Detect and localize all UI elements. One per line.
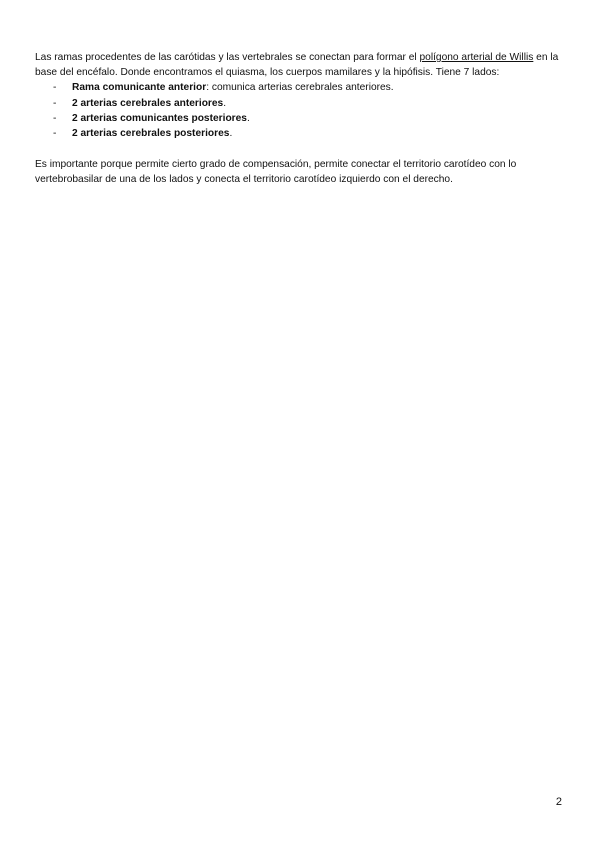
list-item: [35, 80, 565, 95]
list-bullet: -: [53, 82, 57, 94]
list-item-rest: .: [246, 112, 250, 124]
list-item-term: 2 arterias comunicantes posteriores: [72, 112, 247, 124]
list-item: [35, 96, 565, 111]
sides-list: [35, 80, 565, 141]
list-item: [35, 111, 565, 126]
willis-term: polígono arterial de Willis: [419, 52, 534, 63]
intro-text-after: en la base del encéfalo. Donde encontramos el quiasma, los cuerpos mamilares y la hipófisis. Tiene 7 lados:: [35, 52, 559, 79]
list-item: [35, 126, 565, 141]
importance-paragraph: Es importante porque permite cierto grado de compensación, permite conectar el territorio carotídeo con lo vertebrobasilar de una de los lados y conecta el territorio carotídeo izquierdo con el derecho.: [35, 159, 517, 186]
list-bullet: -: [53, 112, 57, 124]
intro-paragraph: [35, 50, 565, 80]
list-item-rest: : comunica arterias cerebrales anteriores.: [206, 82, 394, 94]
list-bullet: -: [53, 97, 57, 109]
list-item-rest: .: [223, 97, 227, 109]
list-item-rest: .: [229, 128, 233, 140]
list-item-term: 2 arterias cerebrales anteriores: [72, 97, 224, 109]
intro-text-before: Las ramas procedentes de las carótidas y las vertebrales se conectan para formar el: [35, 52, 420, 63]
page-content: [35, 50, 565, 188]
page-number: 2: [555, 796, 562, 808]
list-item-term: Rama comunicante anterior: [72, 82, 207, 94]
list-bullet: -: [53, 128, 57, 140]
list-item-term: 2 arterias cerebrales posteriores: [72, 128, 230, 140]
